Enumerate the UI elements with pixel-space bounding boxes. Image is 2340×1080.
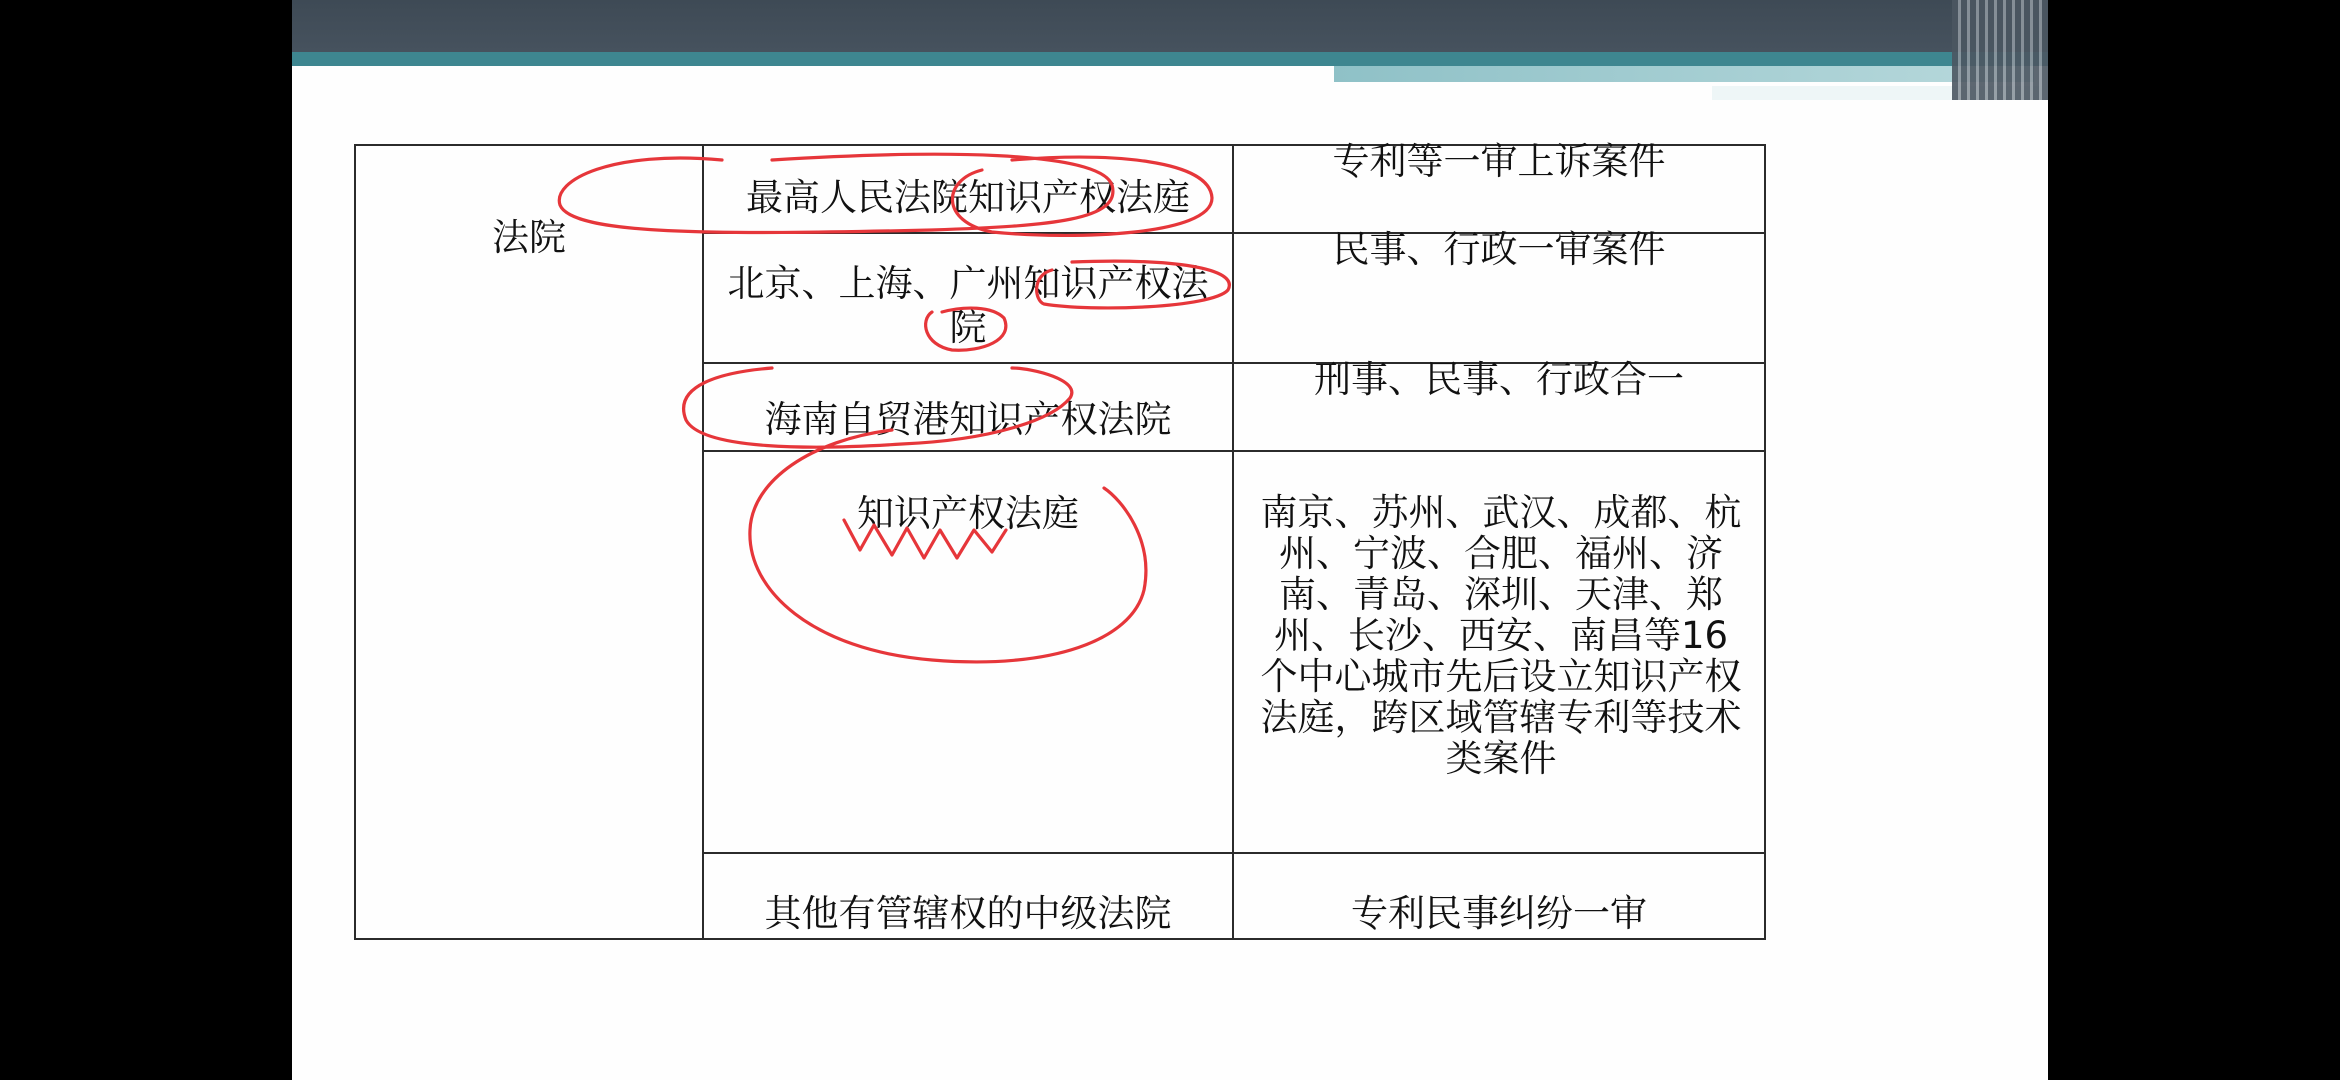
court-name: 最高人民法院知识产权法庭 <box>746 176 1190 219</box>
court-name-cell <box>703 853 1233 939</box>
jurisdiction-text: 专利民事纠纷一审 <box>1351 892 1647 935</box>
jurisdiction-cell <box>1233 228 1765 363</box>
jurisdiction-cell <box>1233 853 1765 939</box>
court-name-cell <box>703 233 1233 363</box>
court-name-cell <box>703 451 1233 853</box>
jurisdiction-cell <box>1233 140 1765 233</box>
slide-header-banner <box>292 0 2048 52</box>
jurisdiction-text: 民事、行政一审案件 <box>1332 228 1666 271</box>
jurisdiction-text: 南京、苏州、武汉、成都、杭州、宁波、合肥、福州、济南、青岛、深圳、天津、郑州、长沙、西安、南昌等16个中心城市先后设立知识产权法庭，跨区域管辖专利等技术类案件 <box>1260 491 1742 780</box>
jurisdiction-cell <box>1233 358 1765 451</box>
court-name: 北京、上海、广州知识产权法院 <box>727 262 1209 349</box>
court-name-cell <box>703 145 1233 233</box>
court-category-label: 法院 <box>492 216 566 259</box>
jurisdiction-cell <box>1233 451 1765 853</box>
slide-header-stripes <box>1952 0 2048 100</box>
court-category-cell <box>355 145 703 939</box>
jurisdiction-text: 刑事、民事、行政合一 <box>1314 358 1684 401</box>
court-name: 海南自贸港知识产权法院 <box>764 398 1172 441</box>
court-jurisdiction-table <box>354 140 1766 940</box>
presentation-slide <box>292 0 2048 1080</box>
court-name-cell <box>703 363 1233 451</box>
table-row <box>355 145 1765 233</box>
slide-header-accent-bar <box>292 52 2048 66</box>
slide-header-light-bar <box>1334 66 2034 82</box>
court-name: 其他有管辖权的中级法院 <box>764 892 1172 935</box>
court-name: 知识产权法庭 <box>857 492 1079 535</box>
jurisdiction-text: 专利等一审上诉案件 <box>1332 140 1666 183</box>
